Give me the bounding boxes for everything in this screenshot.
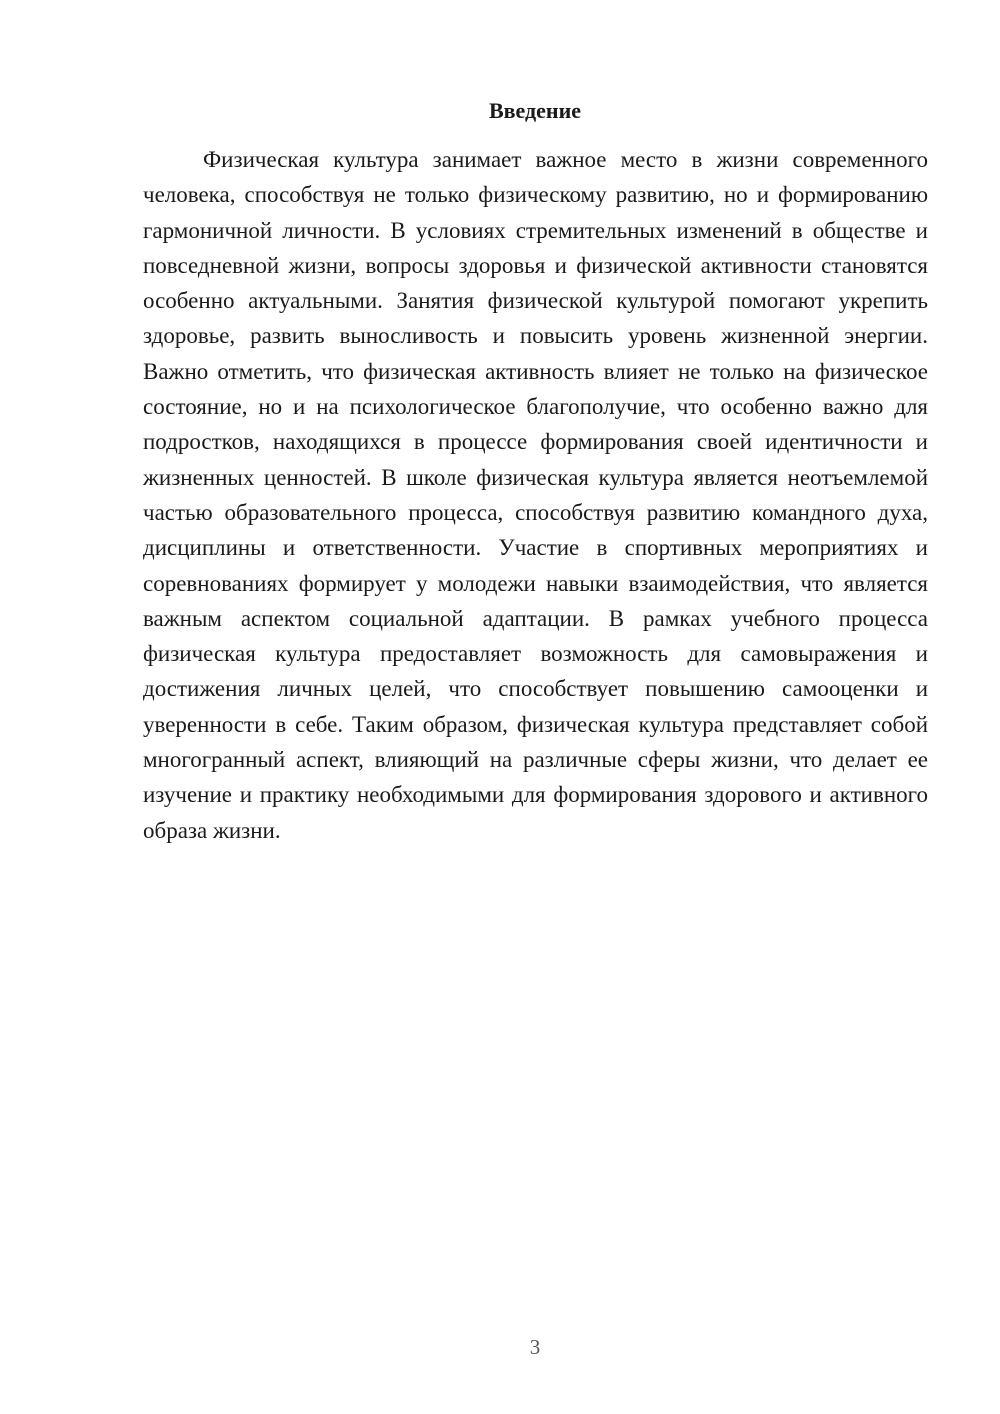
page-number: 3 [529,1335,541,1359]
body-paragraph: Физическая культура занимает важное место в жизни современного человека, способствуя не только физическому развитию, но и формированию гармоничной личности. В условиях стремительных изменений в обществе и повседневной жизни, вопросы здоровья и физической активности становятся особенно актуальными. Занятия физической культурой помогают укрепить здоровье, развить выносливость и повысить уровень жизненной энергии. Важно отметить, что физическая активность влияет не только на физическое состояние, но и на психологическое благополучие, что особенно важно для подростков, находящихся в процессе формирования своей идентичности и жизненных ценностей. В школе физическая культура является неотъемлемой частью образовательного процесса, способствуя развитию командного духа, дисциплины и ответственности. Участие в спортивных мероприятиях и соревнованиях формирует у молодежи навыки взаимодействия, что является важным аспектом социальной адаптации. В рамках учебного процесса физическая культура предоставляет возможность для самовыражения и достижения личных целей, что способствует повышению самооценки и уверенности в себе. Таким образом, физическая культура представляет собой многогранный аспект, влияющий на различные сферы жизни, что делает ее изучение и практику необходимыми для формирования здорового и активного образа жизни. [143,147,928,843]
page-heading: Введение [488,98,582,123]
